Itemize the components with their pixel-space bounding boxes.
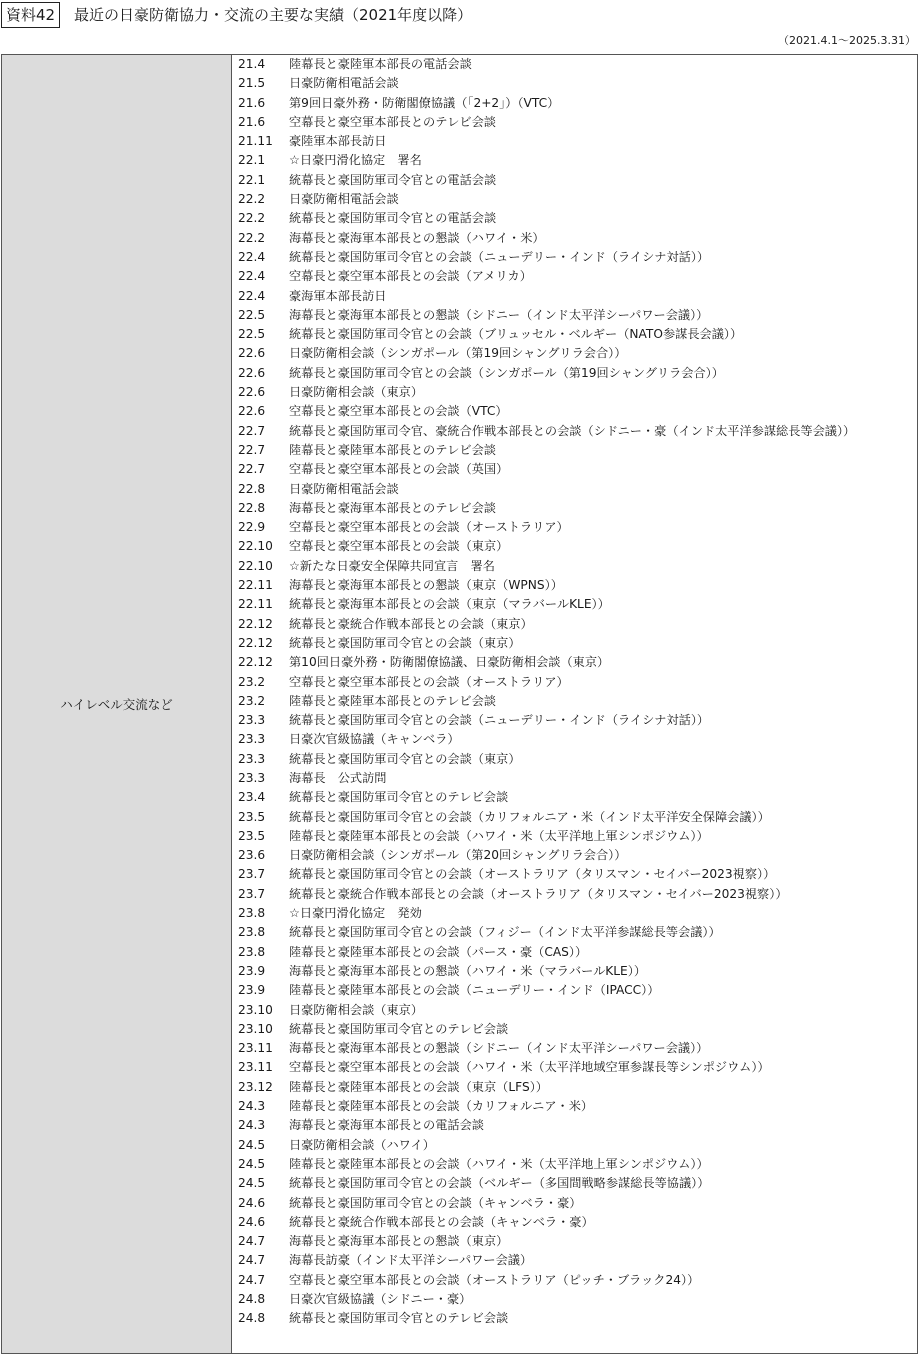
row-date: 23.3	[238, 751, 266, 766]
row-event: 空幕長と豪空軍本部長との会談（オーストラリア（ピッチ・ブラック24））	[289, 1272, 700, 1287]
row-date: 21.6	[238, 95, 266, 110]
table-row	[232, 113, 918, 132]
row-date: 21.5	[238, 76, 266, 91]
table-row	[232, 904, 918, 923]
table-row	[232, 1136, 918, 1155]
row-event: 海幕長と豪海軍本部長との電話会談	[289, 1118, 484, 1133]
category-cell: ハイレベル交流など	[2, 55, 232, 1353]
row-event: 統幕長と豪統合作戦本部長との会談（キャンベラ・豪）	[289, 1214, 594, 1229]
row-event: 空幕長と豪空軍本部長との会談（アメリカ）	[289, 269, 532, 284]
row-event: 陸幕長と豪陸軍本部長とのテレビ会談	[289, 442, 496, 457]
row-event: ☆日豪円滑化協定 署名	[289, 153, 422, 168]
page-title: 最近の日豪防衛協力・交流の主要な実績（2021年度以降）	[74, 6, 473, 24]
table-row	[232, 364, 918, 383]
row-date: 22.1	[238, 153, 266, 168]
table-row	[232, 1271, 918, 1290]
row-event: ☆新たな日豪安全保障共同宣言 署名	[289, 558, 495, 573]
table-row	[232, 344, 918, 363]
table-row	[232, 750, 918, 769]
row-event: 日豪防衛相会談（ハワイ）	[289, 1137, 435, 1152]
table-row	[232, 287, 918, 306]
row-date: 23.3	[238, 713, 266, 728]
row-event: 統幕長と豪国防軍司令官、豪統合作戦本部長との会談（シドニー・豪（インド太平洋参謀総長等会議））	[289, 423, 856, 438]
table-row	[232, 673, 918, 692]
row-event: 日豪防衛相会談（シンガポール（第19回シャングリラ会合））	[289, 346, 627, 361]
row-date: 23.10	[238, 1002, 273, 1017]
row-event: 日豪次官級協議（シドニー・豪）	[289, 1292, 472, 1306]
row-date: 22.10	[238, 539, 273, 554]
table-row	[232, 1116, 918, 1135]
table-row	[232, 171, 918, 190]
row-date: 22.7	[238, 423, 266, 438]
table-row	[232, 325, 918, 344]
table-row	[232, 518, 918, 537]
table-row	[232, 1290, 918, 1309]
row-date: 24.5	[238, 1137, 266, 1152]
row-event: 統幕長と豪国防軍司令官との会談（ニューデリー・インド（ライシナ対話））	[289, 249, 710, 264]
table-row	[232, 769, 918, 788]
table-row	[232, 981, 918, 1000]
row-date: 23.9	[238, 983, 266, 998]
table-row	[232, 306, 918, 325]
row-event: 統幕長と豪国防軍司令官とのテレビ会談	[289, 790, 509, 805]
table-row	[232, 808, 918, 827]
row-date: 22.12	[238, 635, 273, 650]
table-row	[232, 1194, 918, 1213]
table-row	[232, 537, 918, 556]
table-row	[232, 229, 918, 248]
row-event: 陸幕長と豪陸軍本部長とのテレビ会談	[289, 693, 496, 708]
row-event: 統幕長と豪国防軍司令官との電話会談	[289, 172, 497, 187]
row-date: 23.7	[238, 867, 266, 882]
row-event: 海幕長と豪海軍本部長との懇談（シドニー（インド太平洋シーパワー会議））	[289, 307, 709, 322]
table-row	[232, 422, 918, 441]
table-row	[232, 827, 918, 846]
row-event: 豪海軍本部長訪日	[289, 288, 387, 303]
row-date: 24.3	[238, 1099, 266, 1114]
table-row	[232, 943, 918, 962]
row-date: 21.4	[238, 57, 266, 71]
table-row	[232, 557, 918, 576]
row-date: 23.10	[238, 1021, 273, 1036]
row-event: 海幕長と豪海軍本部長との懇談（ハワイ・米（マラバールKLE））	[289, 963, 647, 978]
row-event: 海幕長訪豪（インド太平洋シーパワー会議）	[289, 1253, 533, 1268]
row-date: 22.8	[238, 500, 266, 515]
row-event: 陸幕長と豪陸軍本部長との会談（ニューデリー・インド（IPACC））	[289, 983, 660, 998]
row-event: 統幕長と豪国防軍司令官との会談（東京）	[289, 751, 521, 766]
row-date: 22.7	[238, 442, 266, 457]
page-header	[0, 0, 920, 32]
row-event: 統幕長と豪国防軍司令官とのテレビ会談	[289, 1021, 509, 1036]
row-event: 海幕長と豪海軍本部長との懇談（東京）	[289, 1234, 509, 1249]
row-date: 22.8	[238, 481, 266, 496]
row-event: 統幕長と豪国防軍司令官との会談（ニューデリー・インド（ライシナ対話））	[289, 713, 710, 728]
row-date: 23.3	[238, 732, 266, 747]
row-date: 23.11	[238, 1060, 273, 1075]
row-event: 空幕長と豪空軍本部長との会談（ハワイ・米（太平洋地域空軍参謀長等シンポジウム））	[289, 1060, 770, 1075]
row-date: 24.8	[238, 1292, 266, 1306]
row-date: 21.6	[238, 114, 266, 129]
table-row	[232, 923, 918, 942]
row-event: 海幕長 公式訪問	[289, 770, 387, 785]
table-row	[232, 885, 918, 904]
row-date: 22.6	[238, 365, 266, 380]
row-event: 陸幕長と豪陸軍本部長との会談（ハワイ・米（太平洋地上軍シンポジウム））	[289, 1156, 709, 1171]
table-row	[232, 846, 918, 865]
row-date: 22.12	[238, 616, 273, 631]
row-event: 日豪防衛相会談（東京）	[289, 1002, 424, 1017]
table-row	[232, 1155, 918, 1174]
row-event: 日豪防衛相電話会談	[289, 481, 399, 496]
row-event: 日豪防衛相電話会談	[289, 192, 399, 207]
row-event: 日豪防衛相会談（東京）	[289, 385, 424, 400]
row-date: 24.7	[238, 1234, 266, 1249]
table-row	[232, 1251, 918, 1270]
table-row	[232, 1097, 918, 1116]
row-event: 空幕長と豪空軍本部長との会談（VTC）	[289, 404, 508, 419]
row-event: 陸幕長と豪陸軍本部長との会談（カリフォルニア・米）	[289, 1099, 594, 1114]
row-date: 22.6	[238, 404, 266, 419]
row-date: 22.5	[238, 307, 266, 322]
table-row	[232, 962, 918, 981]
row-event: 統幕長と豪国防軍司令官とのテレビ会談	[289, 1311, 509, 1326]
row-date: 23.2	[238, 693, 266, 708]
row-date: 22.2	[238, 211, 266, 226]
table-row	[232, 190, 918, 209]
row-event: 空幕長と豪空軍本部長との会談（英国）	[289, 462, 509, 477]
row-event: 陸幕長と豪陸軍本部長の電話会談	[289, 57, 472, 71]
row-date: 23.7	[238, 886, 266, 901]
row-date: 22.2	[238, 230, 266, 245]
row-date: 22.6	[238, 385, 266, 400]
table-row	[232, 55, 918, 74]
row-event: 統幕長と豪国防軍司令官との会談（カリフォルニア・米（インド太平洋安全保障会議））	[289, 809, 770, 824]
row-event: 陸幕長と豪陸軍本部長との会談（ハワイ・米（太平洋地上軍シンポジウム））	[289, 828, 709, 843]
row-date: 22.4	[238, 269, 266, 284]
row-event: 日豪次官級協議（キャンベラ）	[289, 732, 460, 747]
table-row	[232, 94, 918, 113]
row-date: 22.5	[238, 327, 266, 342]
row-date: 22.11	[238, 597, 273, 612]
row-event: 空幕長と豪空軍本部長との会談（オーストラリア）	[289, 520, 569, 535]
row-event: 日豪防衛相会談（シンガポール（第20回シャングリラ会合））	[289, 848, 627, 863]
table-row	[232, 1232, 918, 1251]
row-event: 日豪防衛相電話会談	[289, 76, 399, 91]
row-event: 第10回日豪外務・防衛閣僚協議、日豪防衛相会談（東京）	[289, 655, 610, 670]
table-row	[232, 1020, 918, 1039]
row-date: 24.6	[238, 1195, 266, 1210]
row-date: 23.3	[238, 770, 266, 785]
row-date: 24.6	[238, 1214, 266, 1229]
row-event: 空幕長と豪空軍本部長とのテレビ会談	[289, 114, 496, 129]
exchange-table	[1, 54, 918, 1354]
table-row	[232, 865, 918, 884]
row-date: 23.2	[238, 674, 266, 689]
row-date: 23.6	[238, 848, 266, 863]
table-row	[232, 653, 918, 672]
row-date: 23.12	[238, 1079, 273, 1094]
table-row	[232, 480, 918, 499]
row-event: 陸幕長と豪陸軍本部長との会談（パース・豪（CAS））	[289, 944, 588, 959]
row-event: 陸幕長と豪陸軍本部長との会談（東京（LFS））	[289, 1079, 548, 1094]
table-row	[232, 1309, 918, 1328]
row-date: 23.8	[238, 906, 266, 921]
row-date: 22.1	[238, 172, 266, 187]
row-date: 22.10	[238, 558, 273, 573]
row-event: 統幕長と豪統合作戦本部長との会談（東京）	[289, 616, 533, 631]
table-row	[232, 267, 918, 286]
row-event: 第9回日豪外務・防衛閣僚協議（「2+2」）（VTC）	[289, 95, 560, 110]
row-date: 22.9	[238, 520, 266, 535]
row-date: 23.5	[238, 828, 266, 843]
row-date: 22.7	[238, 462, 266, 477]
table-row	[232, 595, 918, 614]
row-date: 22.4	[238, 249, 266, 264]
table-row	[232, 74, 918, 93]
table-row	[232, 730, 918, 749]
row-date: 22.6	[238, 346, 266, 361]
row-date: 24.8	[238, 1311, 266, 1326]
row-event: 海幕長と豪海軍本部長との懇談（シドニー（インド太平洋シーパワー会議））	[289, 1041, 709, 1056]
table-row	[232, 1213, 918, 1232]
table-row	[232, 499, 918, 518]
table-row	[232, 692, 918, 711]
row-event: 海幕長と豪海軍本部長とのテレビ会談	[289, 500, 496, 515]
row-event: 統幕長と豪国防軍司令官との会談（東京）	[289, 635, 521, 650]
table-row	[232, 1078, 918, 1097]
table-row	[232, 576, 918, 595]
table-row	[232, 788, 918, 807]
table-row	[232, 151, 918, 170]
row-date: 23.5	[238, 809, 266, 824]
document-label: 資料42	[1, 2, 60, 28]
table-row	[232, 1058, 918, 1077]
row-date: 22.4	[238, 288, 266, 303]
row-date: 22.11	[238, 578, 273, 593]
table-row	[232, 248, 918, 267]
row-date: 21.11	[238, 134, 273, 149]
row-date: 23.9	[238, 963, 266, 978]
row-date: 22.2	[238, 192, 266, 207]
table-row	[232, 1039, 918, 1058]
table-row	[232, 615, 918, 634]
row-event: 統幕長と豪国防軍司令官との会談（ブリュッセル・ベルギー（NATO参謀長会議））	[289, 327, 743, 342]
row-date: 24.7	[238, 1253, 266, 1268]
row-date: 24.7	[238, 1272, 266, 1287]
row-event: 統幕長と豪国防軍司令官との会談（フィジー（インド太平洋参謀総長等会議））	[289, 925, 721, 940]
period-range: （2021.4.1～2025.3.31）	[778, 34, 916, 47]
row-event: 統幕長と豪国防軍司令官との会談（オーストラリア（タリスマン・セイバー2023視察））	[289, 867, 776, 882]
row-date: 24.5	[238, 1156, 266, 1171]
row-date: 24.5	[238, 1176, 266, 1191]
row-event: 統幕長と豪海軍本部長との会談（東京（マラバールKLE））	[289, 597, 610, 612]
row-event: 空幕長と豪空軍本部長との会談（オーストラリア）	[289, 674, 569, 689]
row-event: 空幕長と豪空軍本部長との会談（東京）	[289, 539, 509, 554]
table-row	[232, 132, 918, 151]
row-date: 23.8	[238, 925, 266, 940]
row-event: 統幕長と豪統合作戦本部長との会談（オーストラリア（タリスマン・セイバー2023視察））	[289, 886, 788, 901]
row-event: 統幕長と豪国防軍司令官との電話会談	[289, 211, 497, 226]
row-event: 統幕長と豪国防軍司令官との会談（ベルギー（多国間戦略参謀総長等協議））	[289, 1176, 710, 1191]
row-date: 23.8	[238, 944, 266, 959]
row-event: ☆日豪円滑化協定 発効	[289, 906, 422, 921]
table-row	[232, 383, 918, 402]
row-date: 23.11	[238, 1041, 273, 1056]
table-row	[232, 460, 918, 479]
table-rows	[232, 55, 918, 1329]
row-date: 22.12	[238, 655, 273, 670]
row-date: 24.3	[238, 1118, 266, 1133]
table-row	[232, 1001, 918, 1020]
row-event: 海幕長と豪海軍本部長との懇談（ハワイ・米）	[289, 230, 545, 245]
row-event: 豪陸軍本部長訪日	[289, 134, 387, 149]
table-row	[232, 711, 918, 730]
table-row	[232, 209, 918, 228]
table-row	[232, 441, 918, 460]
table-row	[232, 634, 918, 653]
table-row	[232, 1174, 918, 1193]
table-row	[232, 402, 918, 421]
row-event: 統幕長と豪国防軍司令官との会談（シンガポール（第19回シャングリラ会合））	[289, 365, 724, 380]
row-event: 統幕長と豪国防軍司令官との会談（キャンベラ・豪）	[289, 1195, 582, 1210]
row-date: 23.4	[238, 790, 266, 805]
row-event: 海幕長と豪海軍本部長との懇談（東京（WPNS））	[289, 578, 563, 593]
